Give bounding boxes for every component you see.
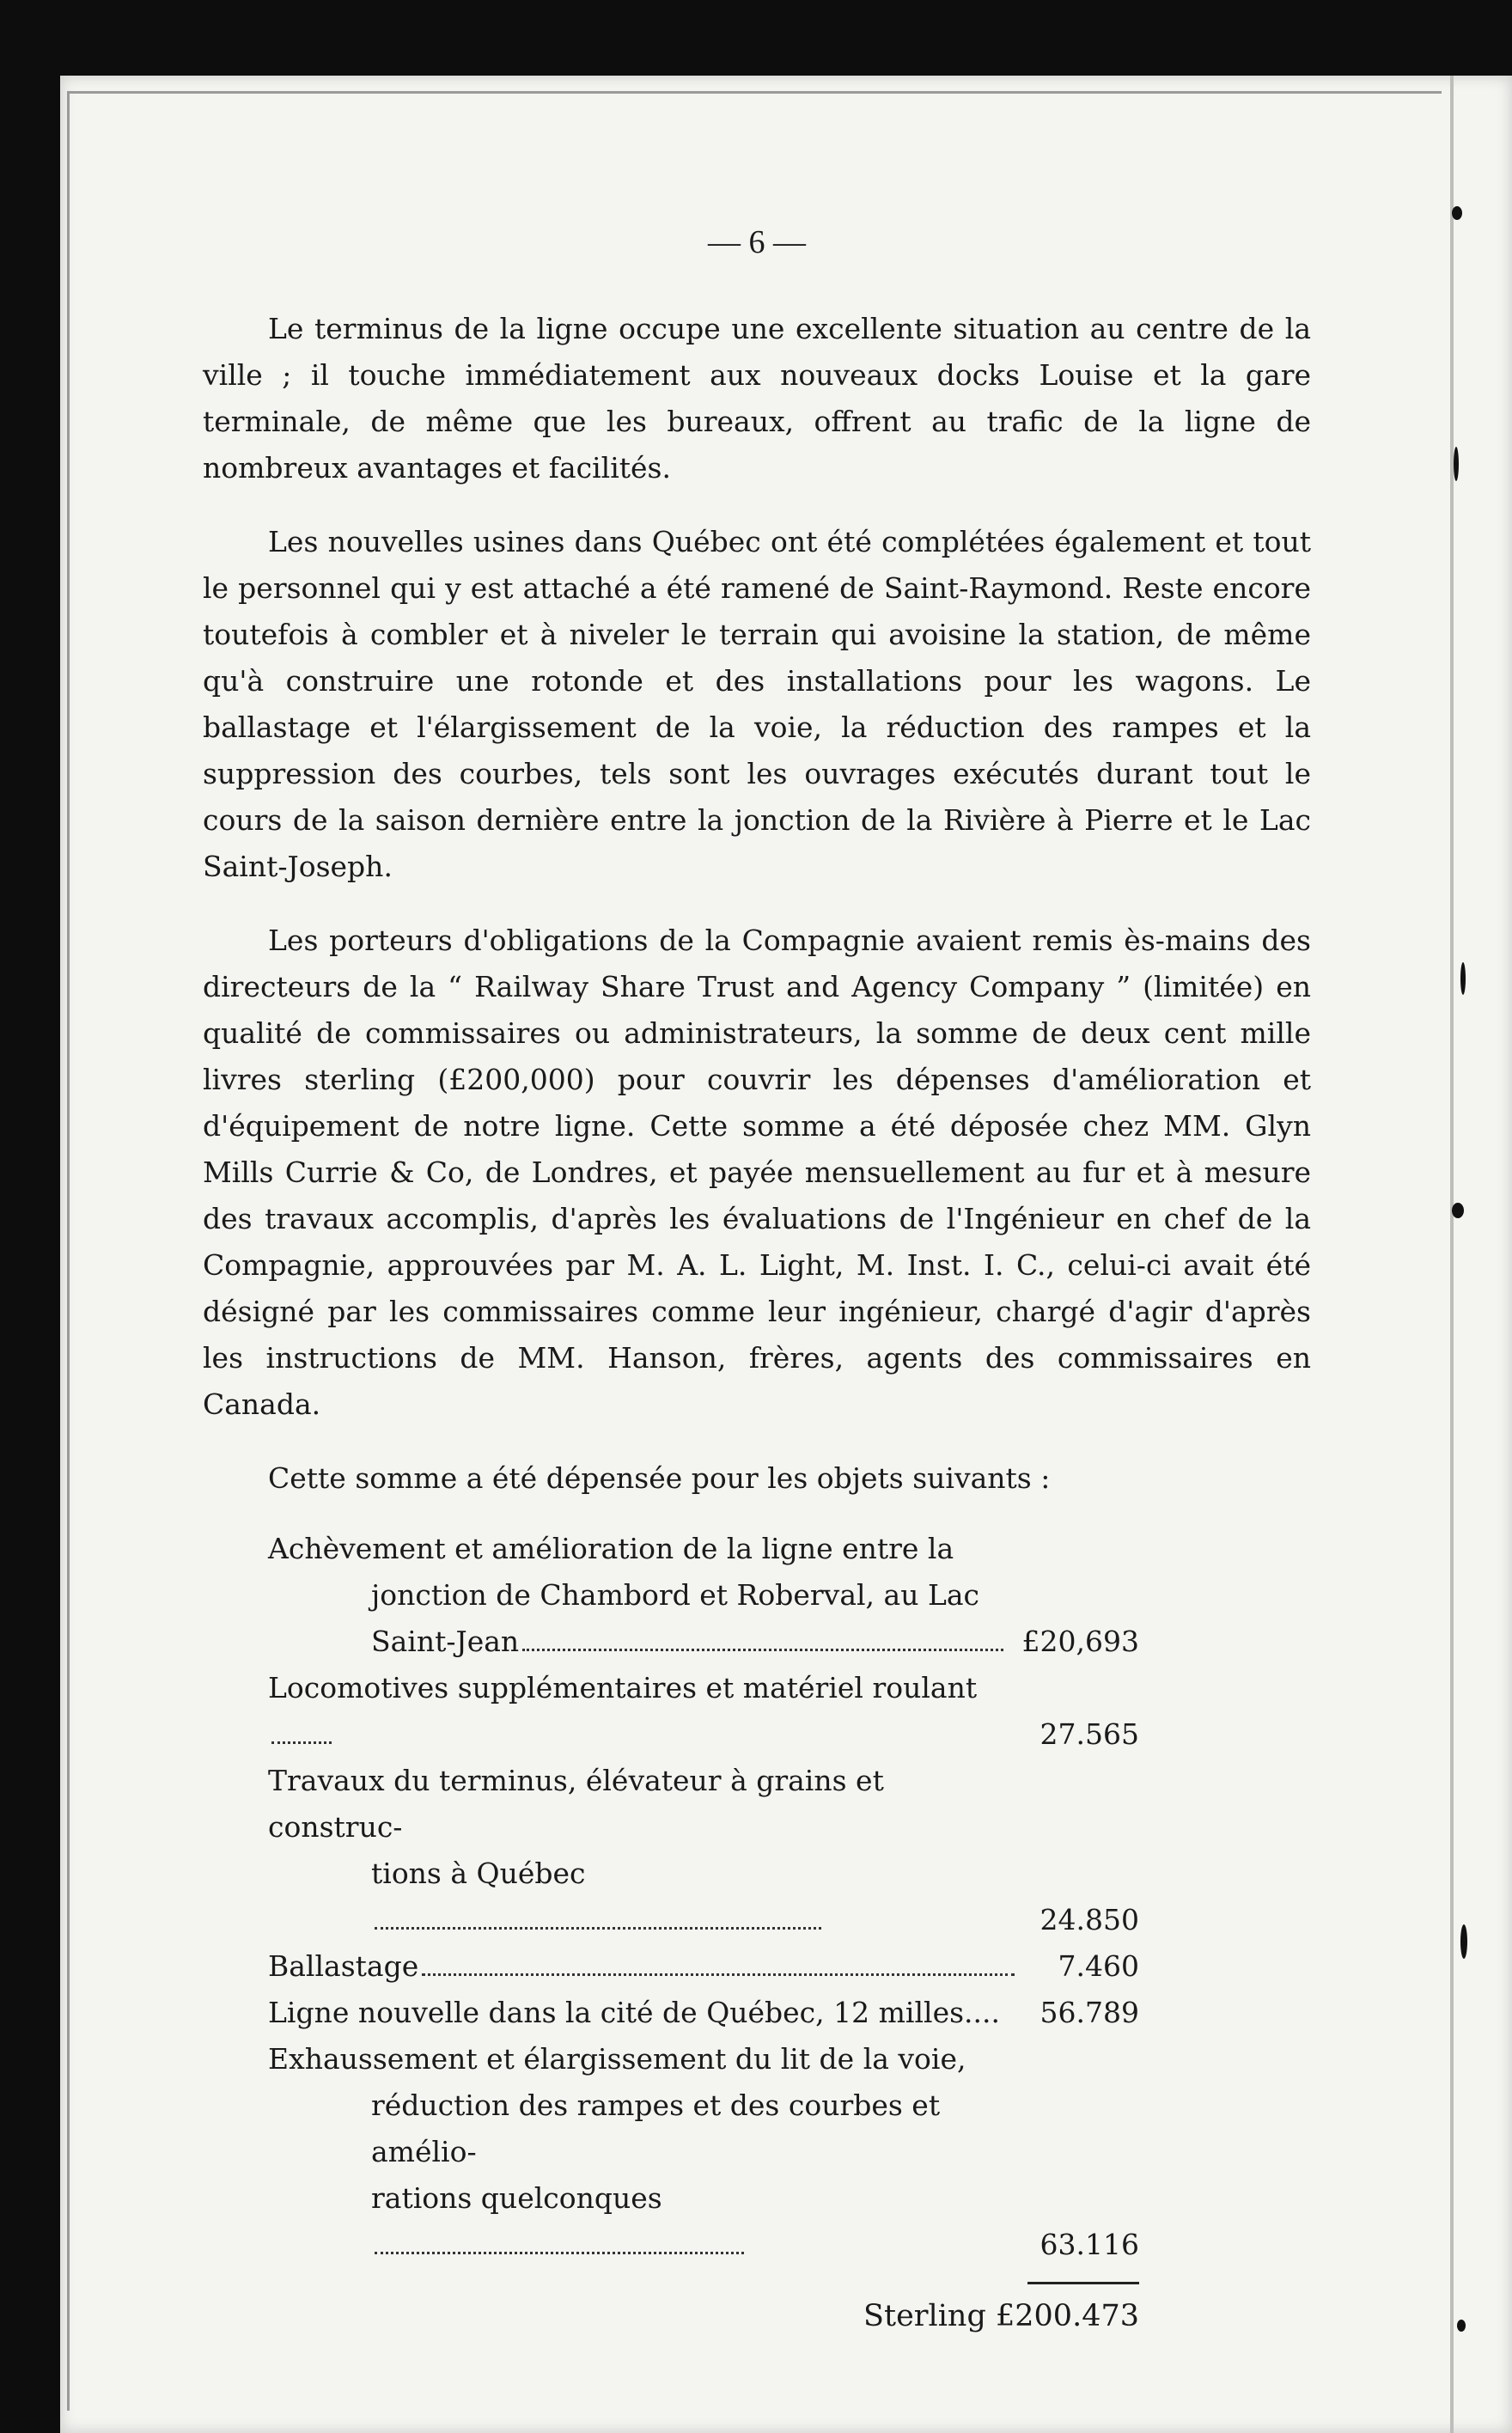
expense-text: jonction de Chambord et Roberval, au Lac — [371, 1578, 980, 1612]
expense-text: Saint-Jean — [371, 1625, 520, 1658]
expense-text: rations quelconques — [371, 2181, 662, 2215]
expense-item — [268, 1758, 1139, 1943]
expense-text: réduction des rampes et des courbes et amélio- — [371, 2088, 941, 2168]
page-edge-line — [1450, 76, 1454, 2433]
expense-total: Sterling £200.473 — [863, 2299, 1139, 2333]
dot-leader — [375, 2235, 744, 2254]
dot-leader — [422, 1956, 1015, 1976]
expense-amount: 63.116 — [1040, 2228, 1139, 2261]
expense-text: Locomotives supplémentaires et matériel roulant — [268, 1671, 978, 1704]
ink-speck — [1454, 447, 1459, 481]
page-number: — 6 — — [708, 224, 806, 260]
ink-speck — [1452, 206, 1462, 220]
expense-amount: 27.565 — [1040, 1717, 1139, 1751]
sum-rule — [1027, 2282, 1139, 2284]
expense-item — [268, 1665, 1139, 1758]
dot-leader — [522, 1631, 1003, 1651]
paragraph-terminus: Le terminus de la ligne occupe une excellente situation au centre de la ville ; il touche immédiatement aux nouveaux docks Louise et la gare terminale, de même que les bureaux, offrent au trafic de la ligne de nombreux avantages et facilités. — [203, 312, 1311, 485]
expense-text: Ligne nouvelle dans la cité de Québec, 12 milles.... — [268, 1996, 1001, 2029]
expense-item — [268, 1990, 1139, 2036]
expense-text: Achèvement et amélioration de la ligne entre la — [268, 1532, 954, 1565]
expense-text: Travaux du terminus, élévateur à grains et construc- — [268, 1764, 884, 1844]
expense-item — [268, 1943, 1139, 1990]
expense-amount: 7.460 — [1058, 1949, 1139, 1983]
paragraph-obligations: Les porteurs d'obligations de la Compagnie avaient remis ès-mains des directeurs de la “ Railway Share Trust and Agency Company ” (limitée) en qualité de commissaires ou administrateurs, la somme de deux cent mille livres sterling (£200,000) pour couvrir les dépenses d'amélioration et d'équipement de notre ligne. Cette somme a été déposée chez MM. Glyn Mills Currie & Co, de Londres, et payée mensuellement au fur et à mesure des travaux accomplis, d'après les évaluations de l'Ingénieur en chef de la Compagnie, approuvées par M. A. L. Light, M. Inst. I. C., celui-ci avait été désigné par les commissaires comme leur ingénieur, chargé d'agir d'après les instructions de MM. Hanson, frères, agents des commissaires en Canada. — [203, 924, 1311, 1421]
dot-leader — [271, 1724, 332, 1744]
page-edge-line — [67, 91, 70, 2411]
page-content — [203, 223, 1311, 2339]
paragraph-usines: Les nouvelles usines dans Québec ont été complétées également et tout le personnel qui y est attaché a été ramené de Saint-Raymond. Reste encore toutefois à combler et à niveler le terrain qui avoisine la station, de même qu'à construire une rotonde et des installations pour les wagons. Le ballastage et l'élargissement de la voie, la réduction des rampes et la suppression des courbes, tels sont les ouvrages exécutés durant tout le cours de la saison dernière entre la jonction de la Rivière à Pierre et le Lac Saint-Joseph. — [203, 525, 1311, 883]
dot-leader — [375, 1910, 821, 1930]
ink-speck — [1452, 1203, 1464, 1218]
expense-intro: Cette somme a été dépensée pour les objets suivants : — [268, 1461, 1051, 1495]
ink-speck — [1460, 1924, 1467, 1959]
expense-text: Ballastage — [268, 1949, 419, 1983]
expense-amount: 24.850 — [1040, 1903, 1139, 1936]
ink-speck — [1457, 2320, 1466, 2332]
ink-speck — [1460, 962, 1466, 995]
expense-item — [268, 1526, 1139, 1665]
expense-ledger — [268, 1526, 1139, 2284]
expense-text: Exhaussement et élargissement du lit de la voie, — [268, 2042, 966, 2076]
expense-item — [268, 2036, 1139, 2268]
expense-amount: £20,693 — [1021, 1625, 1139, 1658]
page-edge-line — [67, 91, 1442, 94]
expense-text: tions à Québec — [371, 1857, 586, 1890]
expense-amount: 56.789 — [1040, 1996, 1139, 2029]
